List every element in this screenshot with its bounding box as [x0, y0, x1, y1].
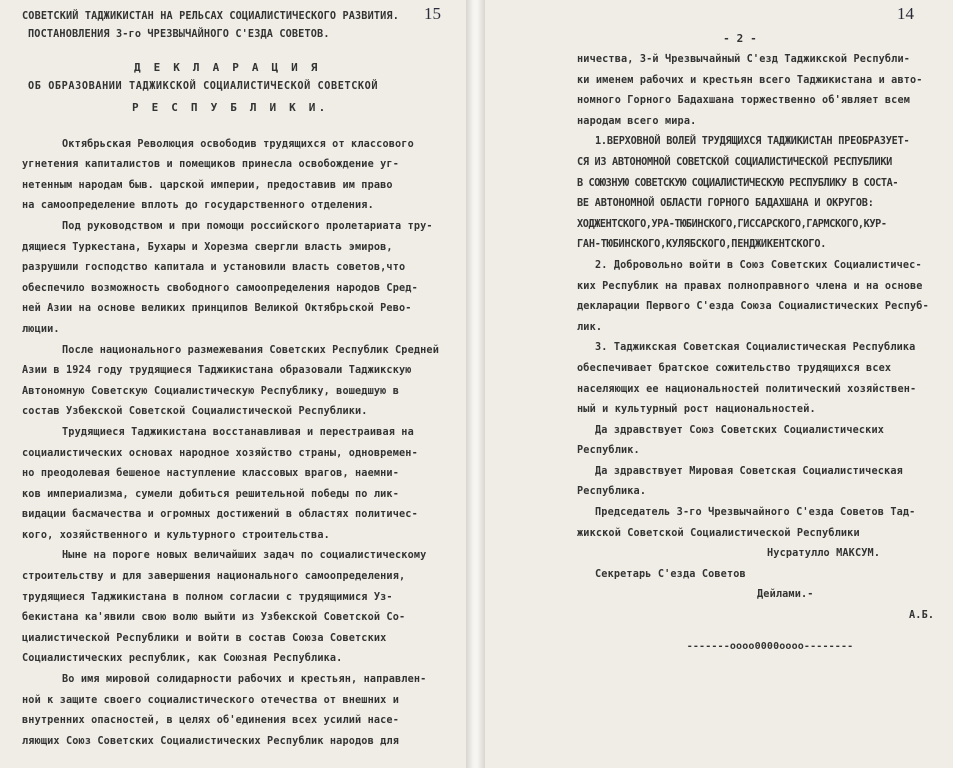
body-line: бекистана ка'явили свою волю выйти из Узбекской Советской Со-: [22, 612, 406, 624]
body-line: Во имя мировой солидарности рабочих и крестьян, направлен-: [62, 674, 427, 686]
body-line: ГАН-ТЮБИНСКОГО,КУЛЯБСКОГО,ПЕНДЖИКЕНТСКОГО.: [577, 239, 827, 251]
body-line: Да здравствует Союз Советских Социалистических: [595, 424, 885, 436]
body-line: состав Узбекской Советской Социалистической Республики.: [22, 406, 368, 418]
closing-rule: -------оооо0000оооо--------: [686, 640, 854, 652]
body-line: ХОДЖЕНТСКОГО,УРА-ТЮБИНСКОГО,ГИССАРСКОГО,ГАРМСКОГО,КУР-: [577, 218, 887, 230]
body-line: обеспечивает братское сожительство трудящихся всех: [577, 362, 892, 374]
heading-line: СОВЕТСКИЙ ТАДЖИКИСТАН НА РЕЛЬСАХ СОЦИАЛИСТИЧЕСКОГО РАЗВИТИЯ.: [22, 11, 400, 22]
body-line: 2. Добровольно войти в Союз Советских Социалистичес-: [595, 259, 922, 271]
body-line: угнетения капиталистов и помещиков принесла освобождение уг-: [22, 159, 400, 171]
sheet-number-left: 15: [424, 4, 441, 23]
body-line: Под руководством и при помощи российского пролетариата тру-: [62, 220, 433, 232]
body-line: После национального размежевания Советских Республик Средней: [62, 344, 440, 356]
body-line: Да здравствует Мировая Советская Социалистическая: [595, 465, 903, 477]
body-line: Трудящиеся Таджикистана восстанавливая и перестраивая на: [62, 426, 414, 438]
signature-line: Председатель 3-го Чрезвычайного С'езда Советов Тад-: [595, 507, 916, 519]
body-line: СЯ ИЗ АВТОНОМНОЙ СОВЕТСКОЙ СОЦИАЛИСТИЧЕСКОЙ РЕСПУБЛИКИ: [577, 156, 893, 168]
body-line: населяющих ее национальностей политический хозяйствен-: [577, 383, 917, 395]
body-line: Автономную Советскую Социалистическую Республику, вошедшую в: [22, 385, 400, 397]
body-line: ней Азии на основе великих принципов Великой Октябрьской Рево-: [22, 303, 412, 315]
body-line: В СОЮЗНУЮ СОВЕТСКУЮ СОЦИАЛИСТИЧЕСКУЮ РЕСПУБЛИКУ В СОСТА-: [577, 177, 899, 189]
body-line: циалистической Республики и войти в состав Союза Советских: [22, 632, 387, 644]
declaration-title: Д Е К Л А Р А Ц И Я: [134, 61, 321, 74]
body-line: 1.ВЕРХОВНОЙ ВОЛЕЙ ТРУДЯЩИХСЯ ТАДЖИКИСТАН ПРЕОБРАЗУЕТ-: [595, 136, 910, 148]
left-page: [0, 0, 466, 768]
body-line: ких Республик на правах полноправного члена и на основе: [577, 280, 923, 292]
body-line: строительству и для завершения национального самоопределения,: [22, 571, 406, 583]
body-line: на самоопределение вплоть до государственного отделения.: [22, 200, 374, 212]
body-line: кого, хозяйственного и культурного строительства.: [22, 529, 330, 541]
body-line: Республик.: [577, 445, 640, 457]
body-line: декларации Первого С'езда Союза Социалистических Респуб-: [577, 301, 929, 313]
signature-line: Секретарь С'езда Советов: [595, 568, 746, 580]
body-line: обеспечило возможность свободного самоопределения народов Сред-: [22, 282, 418, 294]
declaration-subtitle: ОБ ОБРАЗОВАНИИ ТАДЖИКСКОЙ СОЦИАЛИСТИЧЕСКОЙ СОВЕТСКОЙ: [28, 81, 379, 92]
body-line: лик.: [577, 321, 603, 333]
signature-line: жикской Советской Социалистической Республики: [577, 527, 860, 539]
sheet-number-right: 14: [897, 4, 914, 23]
book-gutter: [466, 0, 485, 768]
body-line: ляющих Союз Советских Социалистических Республик народов для: [22, 735, 400, 747]
body-line: народам всего мира.: [577, 115, 697, 127]
body-line: Азии в 1924 году трудящиеся Таджикистана образовали Таджикскую: [22, 365, 412, 377]
right-page: [485, 0, 953, 768]
declaration-subtitle: Р Е С П У Б Л И К И.: [132, 100, 329, 114]
body-line: внутренних опасностей, в целях об'единения всех усилий насе-: [22, 715, 400, 727]
initials: А.Б.: [909, 610, 935, 622]
page-mark: - 2 -: [723, 32, 757, 45]
body-line: 3. Таджикская Советская Социалистическая Республика: [595, 342, 916, 354]
heading-line: ПОСТАНОВЛЕНИЯ 3-го ЧРЕЗВЫЧАЙНОГО С'ЕЗДА СОВЕТОВ.: [28, 29, 330, 40]
body-line: ков империализма, сумели добиться решительной победы по лик-: [22, 488, 400, 500]
body-line: ной к защите своего социалистического отечества от внешних и: [22, 694, 400, 706]
body-line: нетенным народам быв. царской империи, предоставив им право: [22, 179, 393, 191]
signature-name: Дейлами.-: [757, 589, 814, 601]
body-line: видации басмачества и огромных достижений в областях политичес-: [22, 509, 418, 521]
body-line: дящиеся Туркестана, Бухары и Хорезма свергли власть эмиров,: [22, 241, 393, 253]
body-line: Социалистических республик, как Союзная Республика.: [22, 653, 343, 665]
body-line: трудящиеся Таджикистана в полном согласии с трудящимися Уз-: [22, 591, 393, 603]
body-line: ки именем рабочих и крестьян всего Таджикистана и авто-: [577, 74, 923, 86]
body-line: люции.: [22, 323, 60, 335]
body-line: Республика.: [577, 486, 647, 498]
body-line: номного Горного Бадахшана торжественно об'являет всем: [577, 95, 911, 107]
body-line: ничества, 3-й Чрезвычайный С'езд Таджикской Республи-: [577, 54, 911, 65]
signature-name: Нусратулло МАКСУМ.: [767, 548, 881, 560]
body-line: ный и культурный рост национальностей.: [577, 404, 816, 416]
body-line: но преодолевая бешеное наступление классовых врагов, наемни-: [22, 468, 400, 480]
body-line: Ныне на пороге новых величайших задач по социалистическому: [62, 550, 427, 562]
body-line: разрушили господство капитала и установили власть советов,что: [22, 262, 406, 274]
body-line: ВЕ АВТОНОМНОЙ ОБЛАСТИ ГОРНОГО БАДАХШАНА И ОКРУГОВ:: [577, 198, 874, 210]
body-line: социалистических основах народное хозяйство страны, одновремен-: [22, 447, 418, 459]
body-line: Октябрьская Революция освободив трудящихся от классового: [62, 138, 414, 150]
